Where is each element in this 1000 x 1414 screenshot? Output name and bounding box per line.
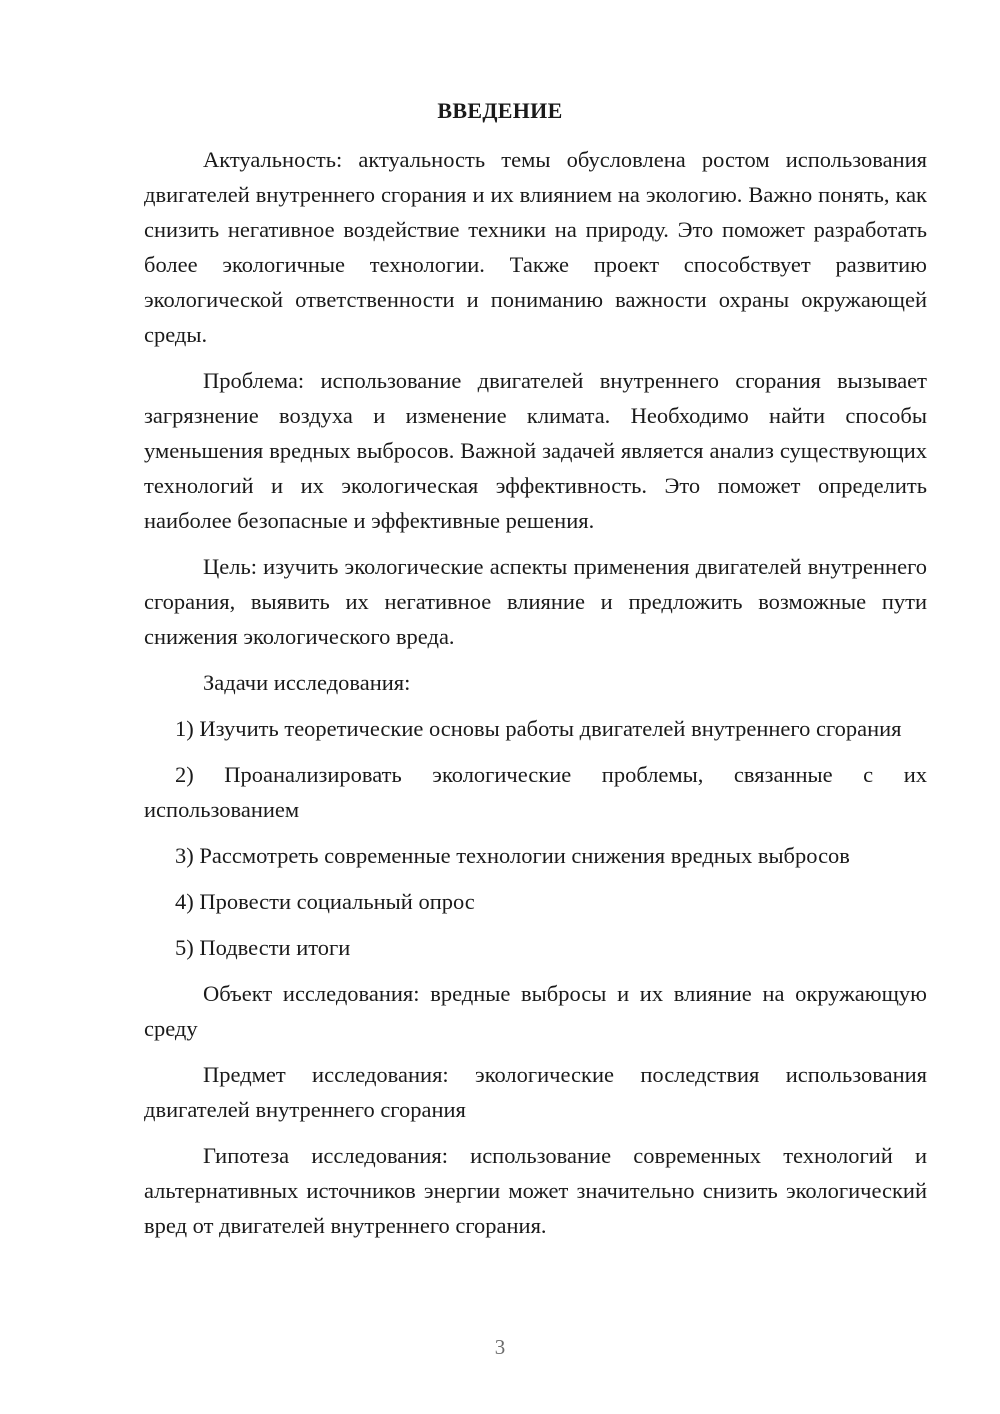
- document-body: [144, 142, 927, 1243]
- tasks-list: [144, 711, 927, 965]
- tasks-heading: Задачи исследования:: [203, 670, 411, 695]
- page-title: ВВЕДЕНИЕ: [437, 98, 563, 123]
- list-item: 4) Провести социальный опрос: [175, 889, 475, 914]
- object-paragraph: Объект исследования: вредные выбросы и их влияние на окружающую среду: [144, 981, 927, 1041]
- subject-paragraph: Предмет исследования: экологические последствия использования двигателей внутреннего сгорания: [144, 1062, 927, 1122]
- relevance-paragraph: Актуальность: актуальность темы обусловлена ростом использования двигателей внутреннего сгорания и их влиянием на экологию. Важно понять, как снизить негативное воздействие техники на природу. Это поможет разработать более экологичные технологии. Также проект способствует развитию экологической ответственности и пониманию важности охраны окружающей среды.: [144, 147, 927, 347]
- list-item: 5) Подвести итоги: [175, 935, 351, 960]
- page-number: 3: [494, 1335, 506, 1359]
- goal-paragraph: Цель: изучить экологические аспекты применения двигателей внутреннего сгорания, выявить их негативное влияние и предложить возможные пути снижения экологического вреда.: [144, 554, 927, 649]
- problem-paragraph: Проблема: использование двигателей внутреннего сгорания вызывает загрязнение воздуха и изменение климата. Необходимо найти способы уменьшения вредных выбросов. Важной задачей является анализ существующих технологий и их экологическая эффективность. Это поможет определить наиболее безопасные и эффективные решения.: [144, 368, 927, 533]
- hypothesis-paragraph: Гипотеза исследования: использование современных технологий и альтернативных источников энергии может значительно снизить экологический вред от двигателей внутреннего сгорания.: [144, 1143, 927, 1238]
- list-item: 1) Изучить теоретические основы работы двигателей внутреннего сгорания: [175, 716, 902, 741]
- list-item: 2) Проанализировать экологические проблемы, связанные с их использованием: [144, 762, 927, 822]
- list-item: 3) Рассмотреть современные технологии снижения вредных выбросов: [175, 843, 850, 868]
